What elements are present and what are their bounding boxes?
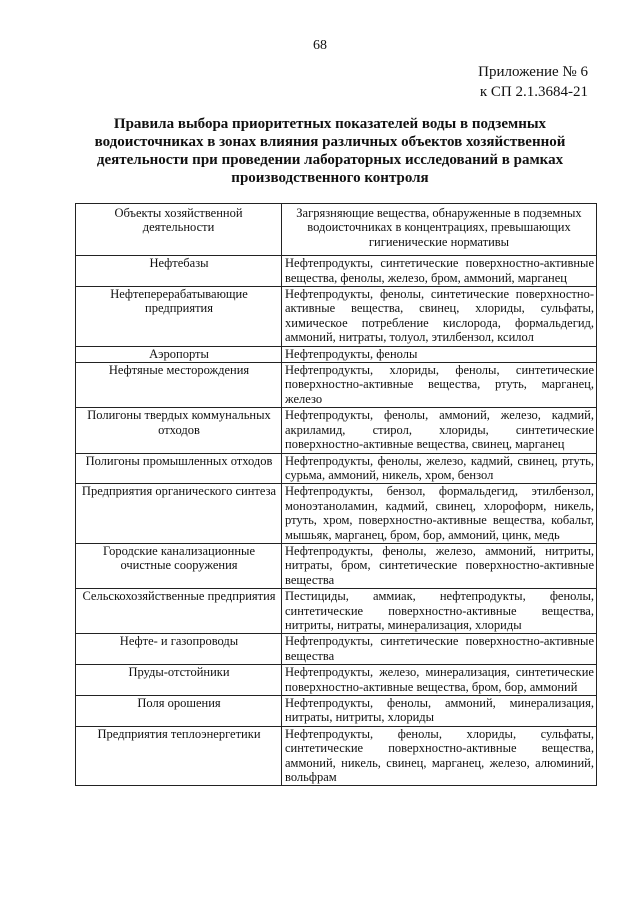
table-row xyxy=(76,696,597,727)
table-row xyxy=(76,453,597,484)
table-row xyxy=(76,726,597,786)
table-row xyxy=(76,484,597,544)
table-row xyxy=(76,665,597,696)
object-cell: Городские канализационные очистные сооружения xyxy=(76,543,282,588)
substances-cell: Нефтепродукты, хлориды, фенолы, синтетические поверхностно-активные вещества, ртуть, марганец, железо xyxy=(282,363,597,408)
substances-cell: Нефтепродукты, фенолы, аммоний, железо, кадмий, акриламид, стирол, хлориды, синтетические поверхностно-активные вещества, свинец, марганец xyxy=(282,408,597,453)
substances-cell: Нефтепродукты, фенолы, хлориды, сульфаты, синтетические поверхностно-активные вещества, аммоний, никель, свинец, марганец, железо, алюминий, вольфрам xyxy=(282,726,597,786)
table-header-row xyxy=(76,204,597,256)
appendix-reference xyxy=(368,62,588,102)
substances-cell: Нефтепродукты, фенолы, железо, кадмий, свинец, ртуть, сурьма, аммоний, никель, хром, бензол xyxy=(282,453,597,484)
header-substances: Загрязняющие вещества, обнаруженные в подземных водоисточниках в концентрациях, превышающих гигиенические нормативы xyxy=(282,204,597,256)
object-cell: Полигоны твердых коммунальных отходов xyxy=(76,408,282,453)
table-row xyxy=(76,363,597,408)
table-row xyxy=(76,256,597,287)
substances-cell: Пестициды, аммиак, нефтепродукты, фенолы, синтетические поверхностно-активные вещества, нитриты, нитраты, минерализация, хлориды xyxy=(282,589,597,634)
table-row xyxy=(76,287,597,347)
header-objects: Объекты хозяйственной деятельности xyxy=(76,204,282,256)
appendix-number: Приложение № 6 xyxy=(478,64,588,80)
object-cell: Предприятия теплоэнергетики xyxy=(76,726,282,786)
substances-cell: Нефтепродукты, фенолы, синтетические поверхностно-активные вещества, свинец, хлориды, сульфаты, химическое потребление кислорода, формальдегид, аммоний, нитраты, толуол, этилбензол, ксилол xyxy=(282,287,597,347)
substances-cell: Нефтепродукты, бензол, формальдегид, этилбензол, моноэтаноламин, кадмий, свинец, хлороформ, никель, ртуть, хром, поверхностно-активные вещества, кобальт, мышьяк, марганец, бром, бор, аммоний, цинк, медь xyxy=(282,484,597,544)
table-row xyxy=(76,408,597,453)
object-cell: Аэропорты xyxy=(76,346,282,362)
document-title: Правила выбора приоритетных показателей воды в подземных водоисточниках в зонах влияния различных объектов хозяйственной деятельности при проведении лабораторных исследований в рамках производственного контроля xyxy=(94,116,566,186)
object-cell: Пруды-отстойники xyxy=(76,665,282,696)
object-cell: Нефтебазы xyxy=(76,256,282,287)
substances-cell: Нефтепродукты, железо, минерализация, синтетические поверхностно-активные вещества, бром, бор, аммоний xyxy=(282,665,597,696)
table-row xyxy=(76,346,597,362)
substances-cell: Нефтепродукты, фенолы, аммоний, минерализация, нитраты, нитриты, хлориды xyxy=(282,696,597,727)
table-row xyxy=(76,634,597,665)
substances-cell: Нефтепродукты, фенолы xyxy=(282,346,597,362)
object-cell: Нефте- и газопроводы xyxy=(76,634,282,665)
object-cell: Нефтяные месторождения xyxy=(76,363,282,408)
indicators-table xyxy=(75,203,597,786)
object-cell: Полигоны промышленных отходов xyxy=(76,453,282,484)
substances-cell: Нефтепродукты, синтетические поверхностно-активные вещества xyxy=(282,634,597,665)
page-number: 68 xyxy=(313,38,327,53)
object-cell: Поля орошения xyxy=(76,696,282,727)
object-cell: Предприятия органического синтеза xyxy=(76,484,282,544)
object-cell: Сельскохозяйственные предприятия xyxy=(76,589,282,634)
table-row xyxy=(76,589,597,634)
substances-cell: Нефтепродукты, синтетические поверхностно-активные вещества, фенолы, железо, бром, аммоний, марганец xyxy=(282,256,597,287)
substances-cell: Нефтепродукты, фенолы, железо, аммоний, нитриты, нитраты, бром, синтетические поверхностно-активные вещества xyxy=(282,543,597,588)
table-row xyxy=(76,543,597,588)
object-cell: Нефтеперерабатывающие предприятия xyxy=(76,287,282,347)
appendix-document: к СП 2.1.3684-21 xyxy=(479,84,588,100)
